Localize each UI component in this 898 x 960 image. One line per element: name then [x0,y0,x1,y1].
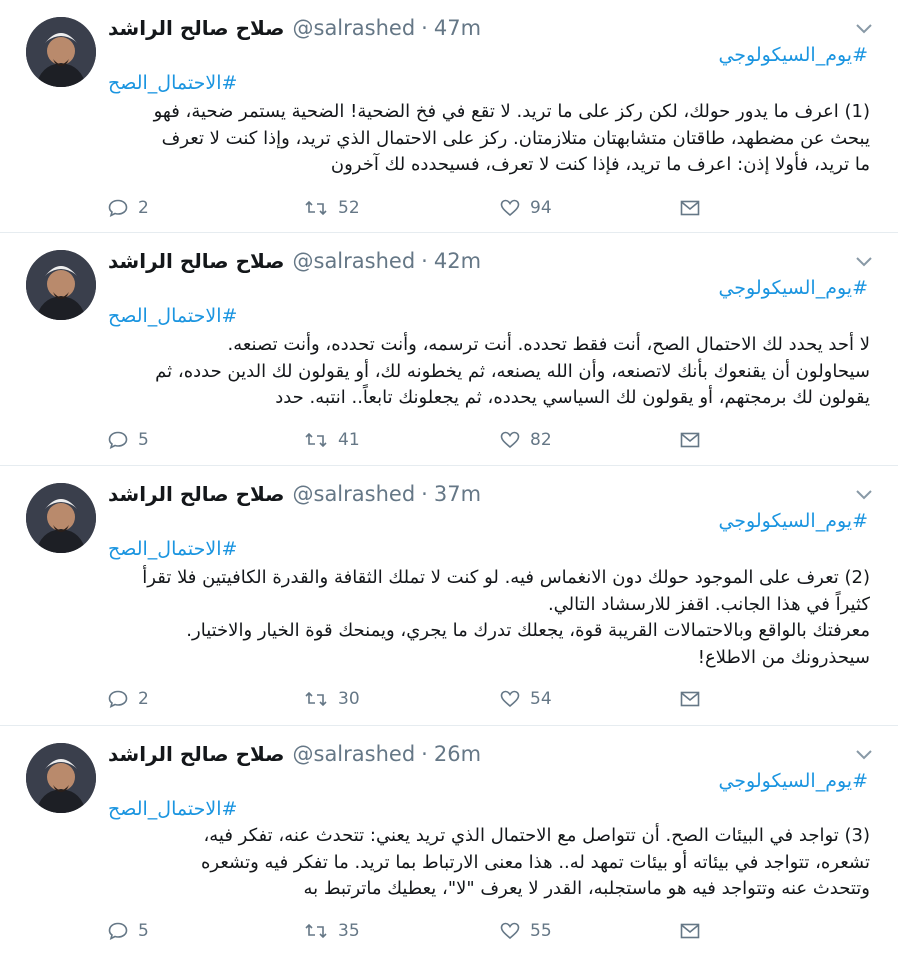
separator-dot: · [421,16,428,40]
avatar[interactable] [26,483,96,553]
avatar[interactable] [26,17,96,87]
retweet-count: 35 [338,921,360,941]
tweet-actions [108,427,728,453]
tweet-text: (1) اعرف ما يدور حولك، لكن ركز على ما تريد. لا تقع في فخ الضحية! الضحية يستمر ضحية، فهو يبحث عن مضطهد، طاقتان متشابهتان متلازمتان. ركز على الاحتمال الذي تريد، وإذا كنت لا تعرف ما تريد، فأولا إذن: اعرف ما تريد، فإذا كنت لا تعرف، فسيحدده لك آخرون [153,101,870,175]
reply-icon [108,431,128,449]
retweet-count: 52 [338,198,360,218]
hashtag-link[interactable]: #الاحتمال_الصح [108,798,238,820]
hashtag-link[interactable]: #يوم_السيكولوجي [718,44,868,66]
tweet-actions [108,918,728,944]
separator-dot: · [421,742,428,766]
envelope-icon [680,432,700,448]
author-name[interactable]: صلاح صالح الراشد [108,249,285,273]
reply-icon [108,922,128,940]
like-button[interactable] [500,921,696,941]
like-button[interactable] [500,430,696,450]
retweet-icon [304,922,328,940]
envelope-icon [680,691,700,707]
reply-count: 2 [138,689,149,709]
envelope-icon [680,923,700,939]
author-handle[interactable]: @salrashed [292,742,416,766]
reply-button[interactable] [108,921,304,941]
tweet[interactable] [0,0,898,233]
reply-count: 5 [138,921,149,941]
chevron-down-icon[interactable] [854,748,874,762]
like-count: 94 [530,198,552,218]
chevron-down-icon[interactable] [854,255,874,269]
timestamp[interactable]: 37m [433,482,482,506]
retweet-icon [304,431,328,449]
reply-button[interactable] [108,689,304,709]
separator-dot: · [421,249,428,273]
tweet-header [108,16,481,42]
like-button[interactable] [500,689,696,709]
timestamp[interactable]: 42m [433,249,482,273]
tweet[interactable] [0,233,898,466]
tweet-header [108,742,481,768]
avatar[interactable] [26,743,96,813]
retweet-count: 41 [338,430,360,450]
hashtag-link[interactable]: #يوم_السيكولوجي [718,770,868,792]
dm-button[interactable] [680,923,710,939]
reply-button[interactable] [108,430,304,450]
retweet-button[interactable] [304,921,500,941]
hashtag-link[interactable]: #يوم_السيكولوجي [718,510,868,532]
heart-icon [500,690,520,708]
author-name[interactable]: صلاح صالح الراشد [108,742,285,766]
tweet[interactable] [0,726,898,960]
heart-icon [500,199,520,217]
hashtag-link[interactable]: #يوم_السيكولوجي [718,277,868,299]
like-count: 82 [530,430,552,450]
retweet-button[interactable] [304,430,500,450]
reply-button[interactable] [108,198,304,218]
tweet-text: (3) تواجد في البيئات الصح. أن تتواصل مع الاحتمال الذي تريد يعني: تتحدث عنه، تفكر فيه، تشعره، تتواجد في بيئاته أو بيئات تمهد له.. هذا معنى الارتباط بما تريد. ما تفكر فيه وتشعره وتتحدث عنه وتتواجد فيه هو ماستجلبه، القدر لا يعرف "لا"، يعطيك ماترتبط به [200,825,870,899]
tweet-actions [108,195,728,221]
author-handle[interactable]: @salrashed [292,249,416,273]
chevron-down-icon[interactable] [854,22,874,36]
author-handle[interactable]: @salrashed [292,16,416,40]
like-count: 55 [530,921,552,941]
tweet-header [108,482,481,508]
hashtag-link[interactable]: #الاحتمال_الصح [108,72,238,94]
retweet-icon [304,199,328,217]
like-count: 54 [530,689,552,709]
tweet-text: (2) تعرف على الموجود حولك دون الانغماس فيه. لو كنت لا تملك الثقافة والقدرة الكافيتين فلا تقرأ كثيراً في هذا الجانب. اقفز للارسشاد التالي. معرفتك بالواقع وبالاحتمالات القريبة قوة، يجعلك تدرك ما يجري، ويمنحك قوة الخيار والاختيار. سيحذرونك من الاطلاع! [142,567,870,668]
reply-icon [108,690,128,708]
author-handle[interactable]: @salrashed [292,482,416,506]
dm-button[interactable] [680,200,710,216]
separator-dot: · [421,482,428,506]
tweet-header [108,249,481,275]
author-name[interactable]: صلاح صالح الراشد [108,482,285,506]
timestamp[interactable]: 47m [433,16,482,40]
author-name[interactable]: صلاح صالح الراشد [108,16,285,40]
dm-button[interactable] [680,691,710,707]
dm-button[interactable] [680,432,710,448]
tweet[interactable] [0,466,898,726]
avatar[interactable] [26,250,96,320]
retweet-button[interactable] [304,198,500,218]
retweet-icon [304,690,328,708]
tweet-text: لا أحد يحدد لك الاحتمال الصح، أنت فقط تحدده. أنت ترسمه، وأنت تحدده، وأنت تصنعه. سيحاولون أن يقنعوك بأنك لاتصنعه، وأن الله يصنعه، ثم يخطونه لك، أو يقولون لك الدين حدده، ثم يقولون لك برمجتهم، أو يقولون لك السياسي يحدده، ثم يجعلونك تابعاً.. انتبه. حدد [155,334,870,408]
envelope-icon [680,200,700,216]
chevron-down-icon[interactable] [854,488,874,502]
hashtag-link[interactable]: #الاحتمال_الصح [108,305,238,327]
retweet-count: 30 [338,689,360,709]
retweet-button[interactable] [304,689,500,709]
reply-count: 5 [138,430,149,450]
like-button[interactable] [500,198,696,218]
reply-icon [108,199,128,217]
heart-icon [500,922,520,940]
tweet-actions [108,686,728,712]
hashtag-link[interactable]: #الاحتمال_الصح [108,538,238,560]
reply-count: 2 [138,198,149,218]
timestamp[interactable]: 26m [433,742,482,766]
heart-icon [500,431,520,449]
